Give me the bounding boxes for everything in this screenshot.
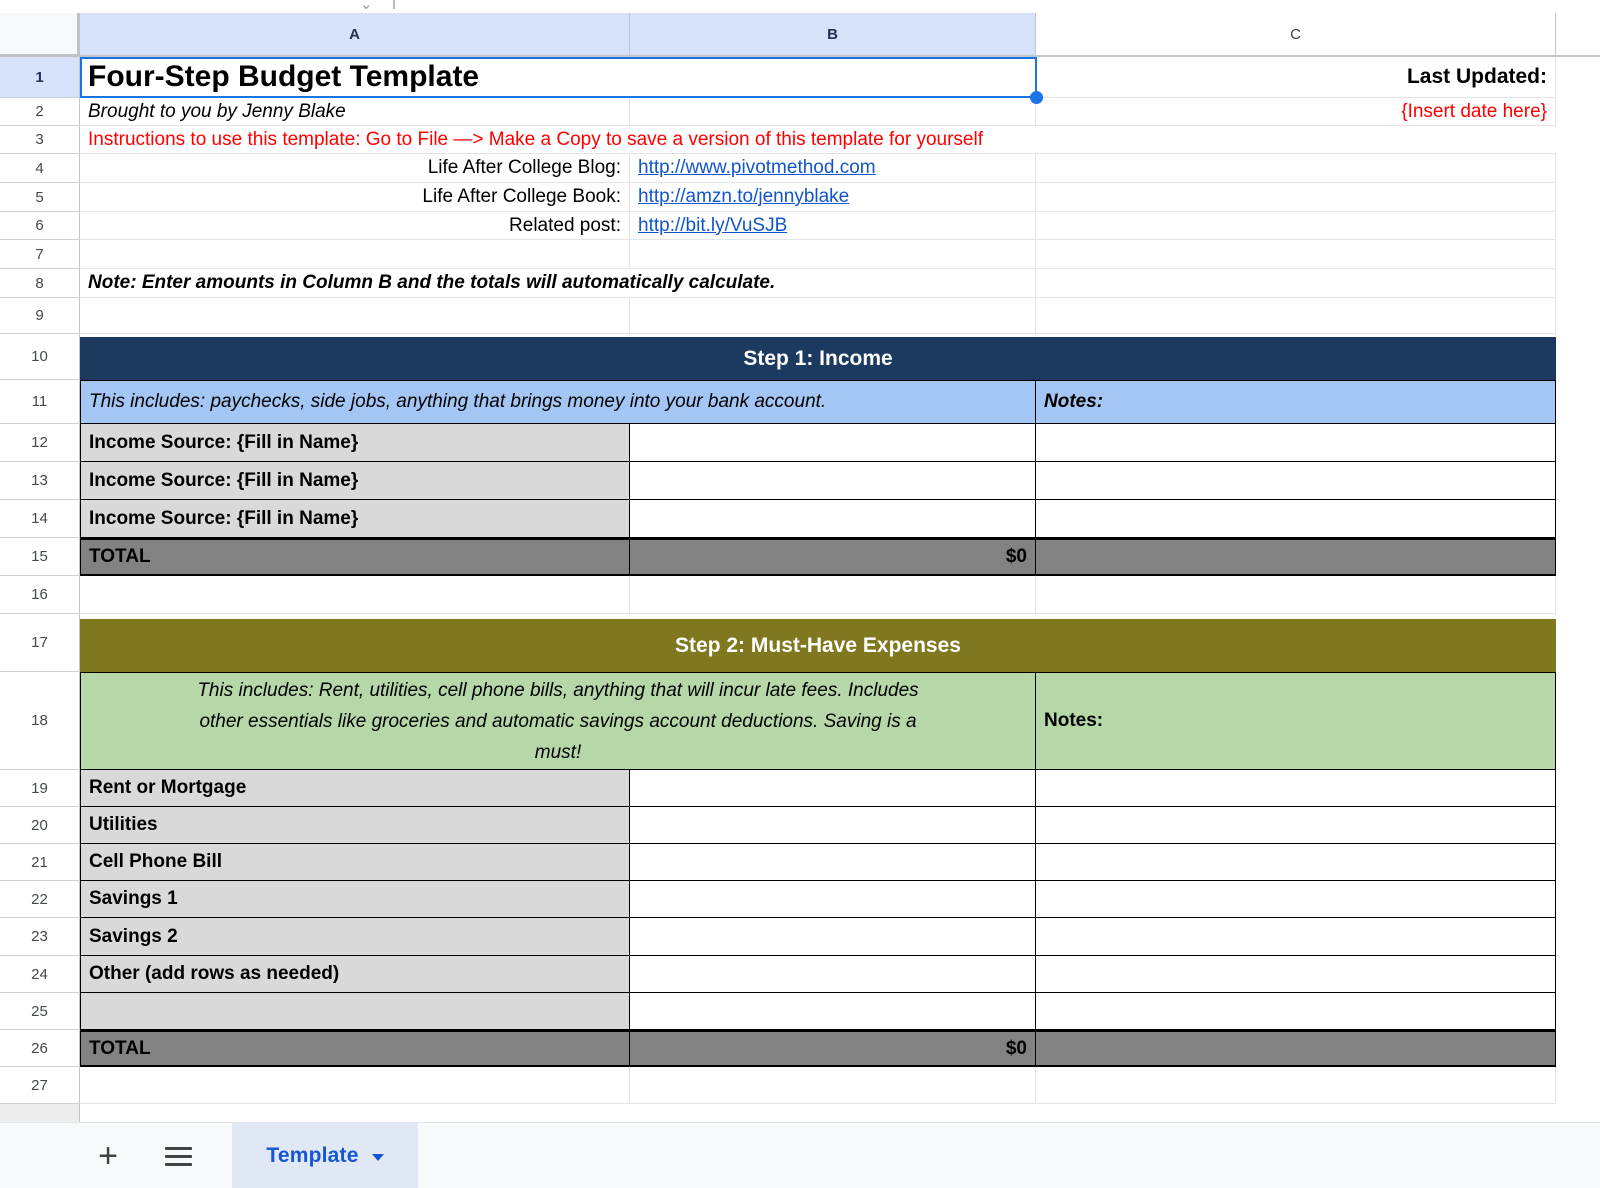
column-header-a[interactable]: A <box>80 13 630 57</box>
row-9 <box>0 298 1600 334</box>
cell-a11-step1-description[interactable]: This includes: paychecks, side jobs, anything that brings money into your bank account. <box>80 380 1036 424</box>
cell-b7[interactable] <box>630 240 1036 269</box>
row-header-25[interactable]: 25 <box>0 993 80 1030</box>
cell-d14[interactable] <box>1556 500 1600 538</box>
fill-handle[interactable] <box>1030 91 1043 104</box>
cell-c13-notes[interactable] <box>1036 462 1556 500</box>
row-header-3[interactable]: 3 <box>0 126 80 154</box>
sheet-tab-bar <box>0 1122 1600 1188</box>
cell-b14-amount[interactable] <box>630 500 1036 538</box>
cell-b9[interactable] <box>630 298 1036 334</box>
cell-a13-income-source[interactable]: Income Source: {Fill in Name} <box>80 462 630 500</box>
cell-c1-last-updated[interactable]: Last Updated: <box>1036 57 1556 98</box>
cell-c14-notes[interactable] <box>1036 500 1556 538</box>
row-header-9[interactable]: 9 <box>0 298 80 334</box>
cell-b13-amount[interactable] <box>630 462 1036 500</box>
cell-b25[interactable] <box>630 993 1036 1030</box>
cell-b15-total-value[interactable]: $0 <box>630 538 1036 576</box>
row-header-8[interactable]: 8 <box>0 269 80 298</box>
row-header-15[interactable]: 15 <box>0 538 80 576</box>
row-header-13[interactable]: 13 <box>0 462 80 500</box>
cell-a12-income-source[interactable]: Income Source: {Fill in Name} <box>80 424 630 462</box>
row-16 <box>0 576 1600 614</box>
cell-a16[interactable] <box>80 576 630 614</box>
cell-c8[interactable] <box>1036 269 1556 298</box>
cell-b19-amount[interactable] <box>630 770 1036 807</box>
cell-b16[interactable] <box>630 576 1036 614</box>
add-sheet-button[interactable] <box>86 1123 130 1188</box>
all-sheets-icon <box>165 1147 192 1150</box>
toolbar-fragment-divider <box>393 0 395 9</box>
cell-a9[interactable] <box>80 298 630 334</box>
cell-a15-total-label[interactable]: TOTAL <box>80 538 630 576</box>
row-11 <box>0 380 1600 424</box>
cell-b22-amount[interactable] <box>630 881 1036 918</box>
cell-c21-notes[interactable] <box>1036 844 1556 881</box>
sheet-tab-template[interactable] <box>232 1123 418 1188</box>
cell-b6-post-link[interactable]: http://bit.ly/VuSJB <box>630 212 1036 240</box>
cell-b24-amount[interactable] <box>630 956 1036 993</box>
cell-a7[interactable] <box>80 240 630 269</box>
cell-d16[interactable] <box>1556 576 1600 614</box>
cell-c26[interactable] <box>1036 1030 1556 1067</box>
sheet-tab-dropdown-icon[interactable] <box>372 1154 384 1161</box>
cell-d19[interactable] <box>1556 770 1600 807</box>
row-header-14[interactable]: 14 <box>0 500 80 538</box>
cell-d9[interactable] <box>1556 298 1600 334</box>
row-header-2[interactable]: 2 <box>0 98 80 126</box>
cell-d4[interactable] <box>1556 154 1600 183</box>
cell-d21[interactable] <box>1556 844 1600 881</box>
cell-d13[interactable] <box>1556 462 1600 500</box>
row-8 <box>0 269 1600 298</box>
select-all-corner[interactable] <box>0 13 80 57</box>
cell-b27[interactable] <box>630 1067 1036 1104</box>
row-1 <box>0 57 1600 98</box>
cell-b21-amount[interactable] <box>630 844 1036 881</box>
cell-d23[interactable] <box>1556 918 1600 956</box>
cell-c9[interactable] <box>1036 298 1556 334</box>
row-header-22[interactable]: 22 <box>0 881 80 918</box>
row-header-19[interactable]: 19 <box>0 770 80 807</box>
row-header-10[interactable]: 10 <box>0 334 80 380</box>
cell-d6[interactable] <box>1556 212 1600 240</box>
row-header-21[interactable]: 21 <box>0 844 80 881</box>
row-header-28-partial[interactable] <box>0 1104 80 1122</box>
cell-d5[interactable] <box>1556 183 1600 212</box>
cell-c7[interactable] <box>1036 240 1556 269</box>
row-4 <box>0 154 1600 183</box>
cell-c27[interactable] <box>1036 1067 1556 1104</box>
cell-d3[interactable] <box>1556 126 1600 154</box>
row-header-17[interactable]: 17 <box>0 614 80 672</box>
row-13 <box>0 462 1600 500</box>
cell-d20[interactable] <box>1556 807 1600 844</box>
row-2 <box>0 98 1600 126</box>
cell-b26-total-value[interactable]: $0 <box>630 1030 1036 1067</box>
cell-c22-notes[interactable] <box>1036 881 1556 918</box>
row-12 <box>0 424 1600 462</box>
row-header-20[interactable]: 20 <box>0 807 80 844</box>
plus-icon: + <box>98 1136 118 1175</box>
cell-c11-notes-label[interactable]: Notes: <box>1036 380 1556 424</box>
step2-description-line3: must! <box>534 741 582 763</box>
column-header-b[interactable]: B <box>630 13 1036 57</box>
row-3 <box>0 126 1600 154</box>
cell-d26[interactable] <box>1556 1030 1600 1067</box>
cell-a14-income-source[interactable]: Income Source: {Fill in Name} <box>80 500 630 538</box>
row-header-6[interactable]: 6 <box>0 212 80 240</box>
cell-c24-notes[interactable] <box>1036 956 1556 993</box>
cell-a20-utilities[interactable]: Utilities <box>80 807 630 844</box>
row-17 <box>0 614 1600 672</box>
sheet-tab-label: Template <box>266 1144 359 1167</box>
cell-c5[interactable] <box>1036 183 1556 212</box>
cell-d12[interactable] <box>1556 424 1600 462</box>
cell-a23-savings2[interactable]: Savings 2 <box>80 918 630 956</box>
cell-d18[interactable] <box>1556 672 1600 770</box>
row-23 <box>0 918 1600 956</box>
cell-c2-insert-date[interactable]: {Insert date here} <box>1036 98 1556 126</box>
row-27 <box>0 1067 1600 1104</box>
row-25 <box>0 993 1600 1030</box>
cell-a2-byline[interactable]: Brought to you by Jenny Blake <box>80 98 630 126</box>
cell-b2[interactable] <box>630 98 1036 126</box>
cell-a8-note[interactable]: Note: Enter amounts in Column B and the totals will automatically calculate. <box>80 269 1036 298</box>
cell-d1[interactable] <box>1556 57 1600 98</box>
cell-a18-step2-description[interactable] <box>80 672 1036 770</box>
cell-c19-notes[interactable] <box>1036 770 1556 807</box>
cell-a6-post-label[interactable]: Related post: <box>80 212 630 240</box>
row-7 <box>0 240 1600 269</box>
cell-a25[interactable] <box>80 993 630 1030</box>
cell-d24[interactable] <box>1556 956 1600 993</box>
cell-a1-title[interactable]: Four-Step Budget Template <box>80 57 1036 98</box>
cell-a5-book-label[interactable]: Life After College Book: <box>80 183 630 212</box>
step2-description-line2: other essentials like groceries and automatic savings account deductions. Saving is a <box>199 710 917 732</box>
cell-d25[interactable] <box>1556 993 1600 1030</box>
cell-b23-amount[interactable] <box>630 918 1036 956</box>
cell-d2[interactable] <box>1556 98 1600 126</box>
cell-d11[interactable] <box>1556 380 1600 424</box>
row-header-1[interactable]: 1 <box>0 57 80 98</box>
cell-a22-savings1[interactable]: Savings 1 <box>80 881 630 918</box>
column-header-d-sliver[interactable] <box>1556 13 1600 57</box>
row-10 <box>0 334 1600 380</box>
cell-c23-notes[interactable] <box>1036 918 1556 956</box>
row-header-12[interactable]: 12 <box>0 424 80 462</box>
row-20 <box>0 807 1600 844</box>
cell-d22[interactable] <box>1556 881 1600 918</box>
cell-d7[interactable] <box>1556 240 1600 269</box>
cell-c16[interactable] <box>1036 576 1556 614</box>
cell-c4[interactable] <box>1036 154 1556 183</box>
cell-a26-total-label[interactable]: TOTAL <box>80 1030 630 1067</box>
cell-a21-cell-phone[interactable]: Cell Phone Bill <box>80 844 630 881</box>
cell-d15[interactable] <box>1556 538 1600 576</box>
cell-b12-amount[interactable] <box>630 424 1036 462</box>
cell-c25[interactable] <box>1036 993 1556 1030</box>
cell-a19-rent[interactable]: Rent or Mortgage <box>80 770 630 807</box>
cell-b5-book-link[interactable]: http://amzn.to/jennyblake <box>630 183 1036 212</box>
cell-b20-amount[interactable] <box>630 807 1036 844</box>
row-header-27[interactable]: 27 <box>0 1067 80 1104</box>
row-header-18[interactable]: 18 <box>0 672 80 770</box>
row-5 <box>0 183 1600 212</box>
step2-banner[interactable]: Step 2: Must-Have Expenses <box>80 619 1556 672</box>
row-21 <box>0 844 1600 881</box>
cell-d27[interactable] <box>1556 1067 1600 1104</box>
step1-banner[interactable]: Step 1: Income <box>80 337 1556 380</box>
row-15 <box>0 538 1600 576</box>
column-header-c[interactable]: C <box>1036 13 1556 57</box>
cell-c20-notes[interactable] <box>1036 807 1556 844</box>
row-14 <box>0 500 1600 538</box>
cell-b4-blog-link[interactable]: http://www.pivotmethod.com <box>630 154 1036 183</box>
row-28-partial <box>0 1104 1600 1122</box>
row-26 <box>0 1030 1600 1067</box>
cell-a24-other[interactable]: Other (add rows as needed) <box>80 956 630 993</box>
row-header-11[interactable]: 11 <box>0 380 80 424</box>
row-6 <box>0 212 1600 240</box>
row-22 <box>0 881 1600 918</box>
all-sheets-button[interactable] <box>158 1139 198 1173</box>
cell-c12-notes[interactable] <box>1036 424 1556 462</box>
cell-a27[interactable] <box>80 1067 630 1104</box>
cell-a4-blog-label[interactable]: Life After College Blog: <box>80 154 630 183</box>
cell-c15[interactable] <box>1036 538 1556 576</box>
toolbar-fragment-chevron-icon: ⌄ <box>360 0 373 9</box>
row-24 <box>0 956 1600 993</box>
row-header-4[interactable]: 4 <box>0 154 80 183</box>
row-header-23[interactable]: 23 <box>0 918 80 956</box>
row-header-7[interactable]: 7 <box>0 240 80 269</box>
cell-c18-notes-label[interactable]: Notes: <box>1036 672 1556 770</box>
row-header-5[interactable]: 5 <box>0 183 80 212</box>
row-18 <box>0 672 1600 770</box>
cell-a3-instructions[interactable]: Instructions to use this template: Go to File —> Make a Copy to save a version of this template for yourself <box>80 126 1556 154</box>
row-19 <box>0 770 1600 807</box>
cell-c6[interactable] <box>1036 212 1556 240</box>
row-header-24[interactable]: 24 <box>0 956 80 993</box>
cell-d8[interactable] <box>1556 269 1600 298</box>
step2-description-line1: This includes: Rent, utilities, cell phone bills, anything that will incur late fees. Includes <box>197 679 919 701</box>
row-header-16[interactable]: 16 <box>0 576 80 614</box>
row-header-26[interactable]: 26 <box>0 1030 80 1067</box>
